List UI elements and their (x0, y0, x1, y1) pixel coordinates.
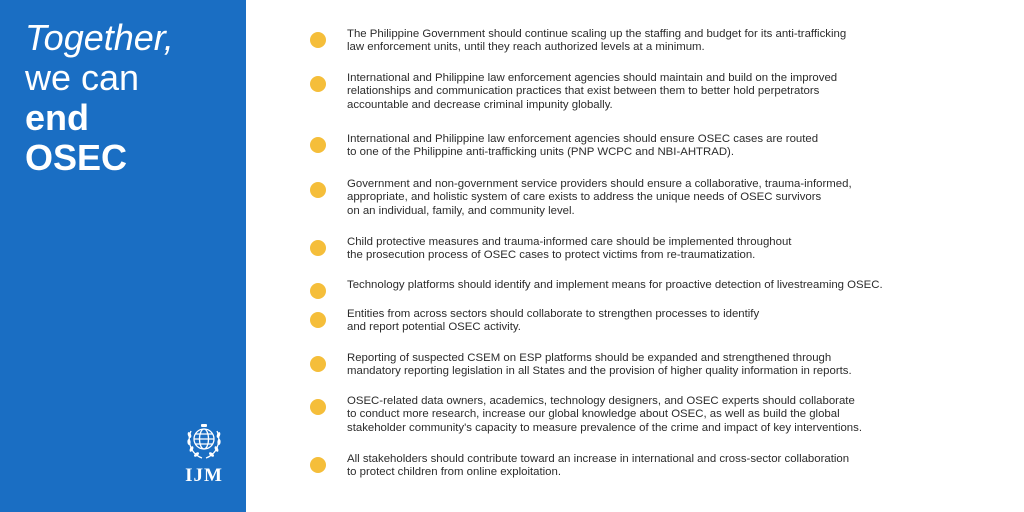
headline-line-3: end (25, 97, 90, 138)
ijm-logo (176, 420, 232, 490)
list-item-text: Technology platforms should identify and implement means for proactive detection of livestreaming OSEC. (347, 279, 883, 291)
bullet-dot (310, 240, 326, 256)
bullet-dot (310, 312, 326, 328)
headline (25, 18, 174, 178)
bullet-dot (310, 283, 326, 299)
list-item-text: International and Philippine law enforcement agencies should ensure OSEC cases are routed to one of the Philippine anti-trafficking units (PNP WCPC and NBI-AHTRAD). (347, 133, 819, 159)
headline-line-4: OSEC (25, 137, 128, 178)
list-item-text: International and Philippine law enforcement agencies should maintain and build on the improved relationships and communication practices that exist between them to better hold perpetrators accountable and decrease criminal impunity globally. (347, 72, 838, 111)
list-item-text: OSEC-related data owners, academics, technology designers, and OSEC experts should collaborate to conduct more research, increase our global knowledge about OSEC, as well as build the global stakeholder community's capacity to measure prevalence of the crime and impact of key interventions. (347, 395, 862, 434)
list-item-text: Reporting of suspected CSEM on ESP platforms should be expanded and strengthened through mandatory reporting legislation in all States and the provision of higher quality information in reports. (347, 352, 852, 378)
bullet-dot (310, 399, 326, 415)
sidebar-panel (0, 0, 246, 512)
bullet-dot (310, 182, 326, 198)
bullet-dot (310, 137, 326, 153)
bullet-dot (310, 32, 326, 48)
bullet-dot (310, 457, 326, 473)
list-item-text: Entities from across sectors should collaborate to strengthen processes to identify and report potential OSEC activity. (347, 308, 760, 334)
list-item-text: Child protective measures and trauma-informed care should be implemented throughout the prosecution process of OSEC cases to protect victims from re-traumatization. (347, 236, 792, 262)
globe-laurel-emblem-icon (184, 420, 224, 462)
logo-wordmark: IJM (185, 465, 223, 486)
headline-line-1: Together, (25, 17, 174, 58)
headline-line-2: we can (25, 57, 140, 98)
list-item-text: All stakeholders should contribute toward an increase in international and cross-sector collaboration to protect children from online exploitation. (347, 453, 850, 479)
bullet-dot (310, 76, 326, 92)
list-item-text: Government and non-government service providers should ensure a collaborative, trauma-informed, appropriate, and holistic system of care exists to address the unique needs of OSEC survivors on an individual, family, and community level. (347, 178, 852, 217)
bullet-dot (310, 356, 326, 372)
list-item-text: The Philippine Government should continue scaling up the staffing and budget for its anti-trafficking law enforcement units, until they reach authorized levels at a minimum. (347, 28, 847, 54)
